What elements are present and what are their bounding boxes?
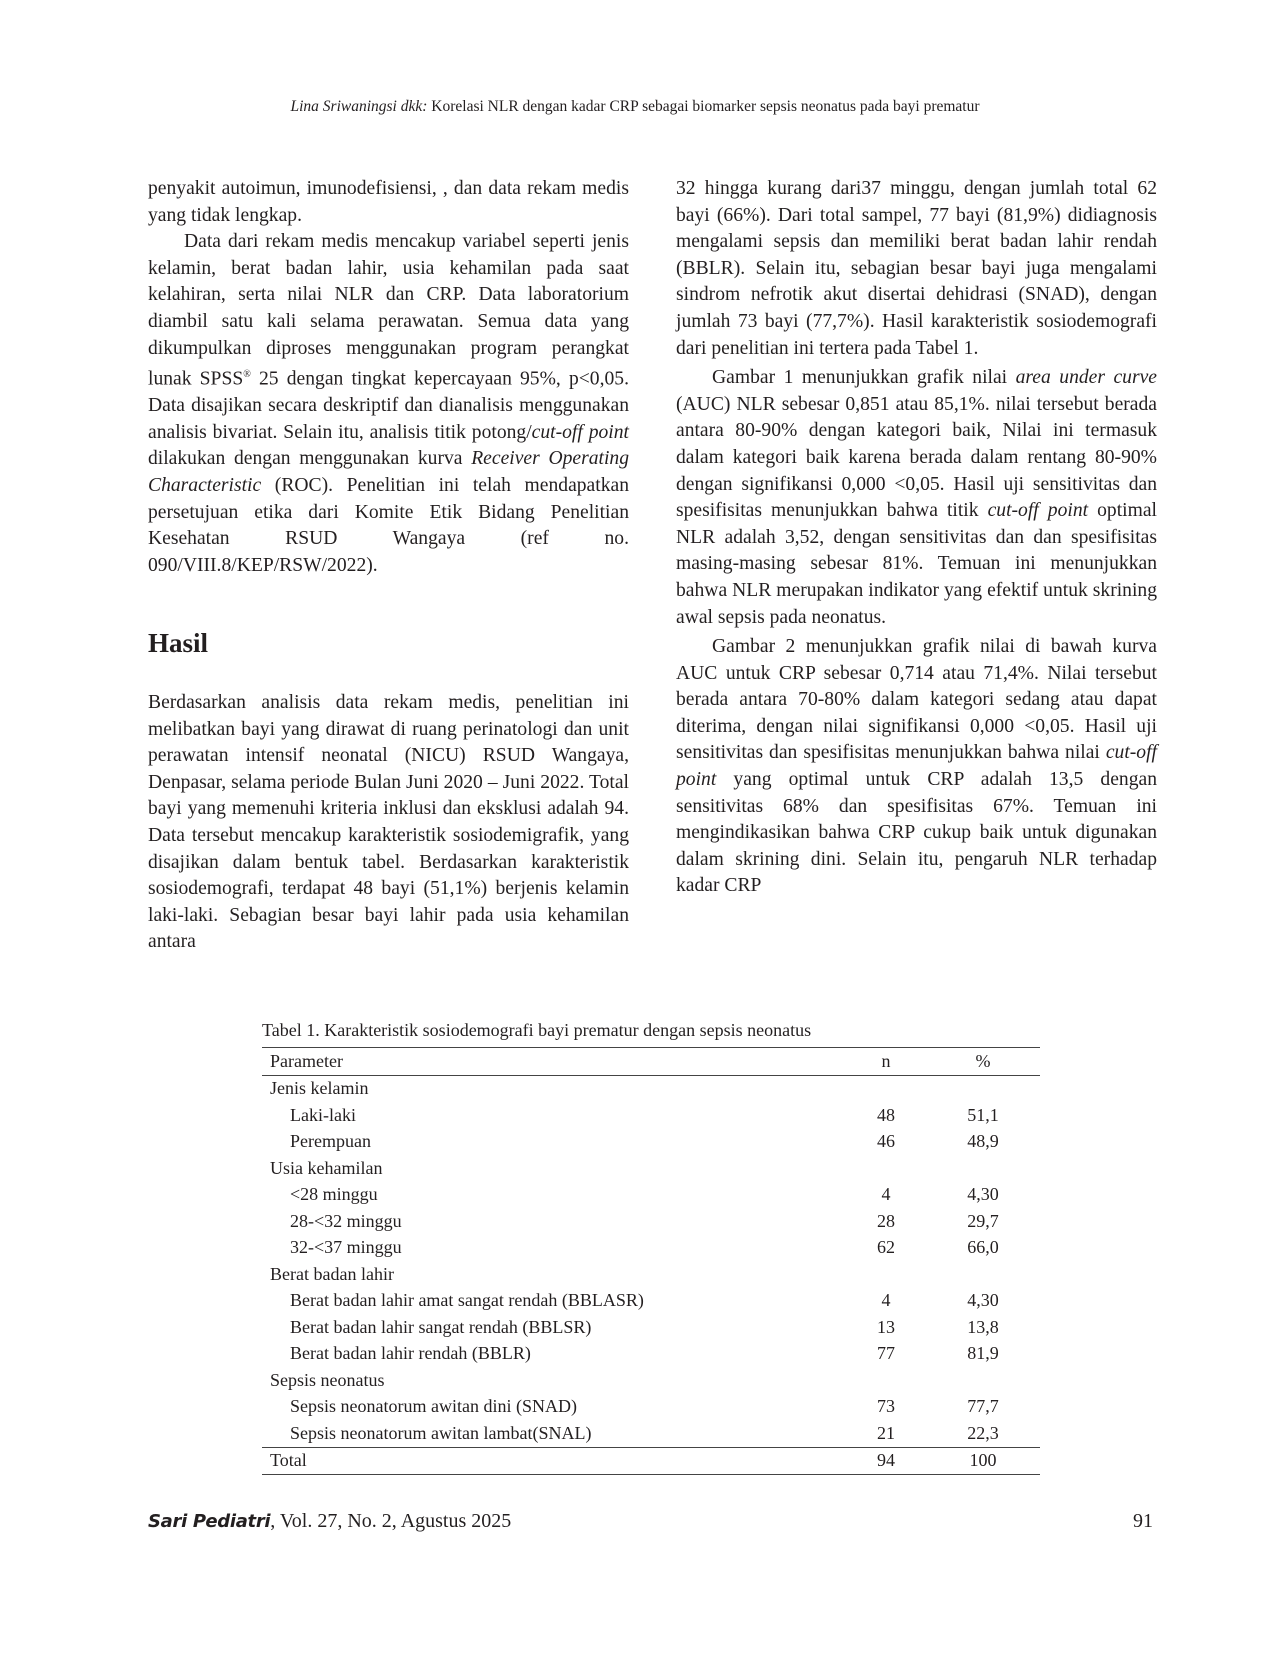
row-label: Jenis kelamin <box>270 1078 369 1099</box>
left-column-results <box>148 690 629 956</box>
row-label: Berat badan lahir amat sangat rendah (BBLASR) <box>290 1290 644 1311</box>
italic-term: cut-off point <box>531 421 629 443</box>
table-row <box>262 1420 1040 1447</box>
row-label: Sepsis neonatus <box>270 1369 385 1390</box>
row-label: 28-<32 minggu <box>290 1210 402 1231</box>
row-n <box>846 1367 926 1394</box>
row-percent: 13,8 <box>967 1316 999 1337</box>
italic-term: cut-off point <box>987 500 1089 522</box>
text-span: dilakukan dengan menggunakan kurva <box>148 448 472 470</box>
row-n <box>846 1261 926 1288</box>
left-paragraph-1: penyakit autoimun, imunodefisiensi, , dan data rekam medis yang tidak lengkap. <box>148 178 629 226</box>
row-label: Berat badan lahir sangat rendah (BBLSR) <box>290 1316 592 1337</box>
table-row <box>262 1208 1040 1235</box>
table-row <box>262 1129 1040 1156</box>
row-percent: 29,7 <box>967 1210 999 1231</box>
row-percent: 4,30 <box>967 1184 999 1205</box>
running-head-title: Korelasi NLR dengan kadar CRP sebagai biomarker sepsis neonatus pada bayi prematur <box>431 98 980 115</box>
row-label: Sepsis neonatorum awitan lambat(SNAL) <box>290 1422 592 1443</box>
row-percent <box>926 1261 1040 1288</box>
row-label: 32-<37 minggu <box>290 1237 402 1258</box>
text-span: 25 dengan tingkat kepercayaan 95%, p<0,05. Data disajikan secara deskriptif dan dianalisis menggunakan analisis bivariat. Selain itu, analisis titik potong/ <box>148 368 629 443</box>
running-head <box>0 98 1270 116</box>
italic-term: Receiver Operating Characteristic <box>148 448 629 497</box>
row-n: 48 <box>877 1104 895 1125</box>
row-percent <box>926 1367 1040 1394</box>
row-percent: 4,30 <box>967 1290 999 1311</box>
row-n <box>846 1075 926 1102</box>
row-percent: 22,3 <box>967 1422 999 1443</box>
row-percent <box>926 1155 1040 1182</box>
header-parameter: Parameter <box>270 1050 343 1071</box>
row-label: Perempuan <box>290 1131 371 1152</box>
text-span: Data dari rekam medis mencakup variabel seperti jenis kelamin, berat badan lahir, usia kehamilan pada saat kelahiran, serta nilai NLR dan CRP. Data laboratorium diambil satu kali selama perawatan. Semua data yang dikumpulkan diproses menggunakan program perangkat lunak SPSS <box>148 231 629 390</box>
right-column <box>676 176 1157 900</box>
row-label: Laki-laki <box>290 1104 356 1125</box>
row-n: 46 <box>877 1131 895 1152</box>
running-head-authors: Lina Sriwaningsi dkk: <box>290 98 428 115</box>
total-n: 94 <box>877 1450 895 1471</box>
table-row <box>262 1182 1040 1209</box>
row-percent: 77,7 <box>967 1396 999 1417</box>
row-n: 4 <box>881 1184 891 1205</box>
row-percent: 51,1 <box>967 1104 999 1125</box>
row-label: Berat badan lahir rendah (BBLR) <box>290 1343 531 1364</box>
row-n: 28 <box>877 1210 895 1231</box>
text-span: (AUC) NLR sebesar 0,851 atau 85,1%. nilai tersebut berada antara 80-90% dengan kategori baik, Nilai ini termasuk dalam kategori baik karena berada dalam rentang 80-90% dengan signifikansi 0,000 <0,05. Hasil uji sensitivitas dan spesifisitas menunjukkan bahwa titik <box>676 393 1157 522</box>
text-span: optimal NLR adalah 3,52, dengan sensitivitas dan dan spesifisitas masing-masing sebesar 81%. Temuan ini menunjukkan bahwa NLR merupakan indikator yang efektif untuk skrining awal sepsis pada neonatus. <box>676 500 1157 628</box>
text-span: yang optimal untuk CRP adalah 13,5 dengan sensitivitas 68% dan spesifisitas 67%. Temuan ini mengindikasikan bahwa CRP cukup baik untuk digunakan dalam skrining dini. Selain itu, pengaruh NLR terhadap kadar CRP <box>676 769 1157 897</box>
table-total-row <box>262 1447 1040 1475</box>
section-title-hasil: Hasil <box>148 628 209 658</box>
text-span: Gambar 2 menunjukkan grafik nilai di bawah kurva AUC untuk CRP sebesar 0,714 atau 71,4%. Nilai tersebut berada antara 70-80% dalam kategori sedang atau dapat diterima, dengan nilai signifikansi 0,000 <0,05. Hasil uji sensitivitas dan spesifisitas menunjukkan bahwa nilai <box>676 636 1157 764</box>
row-label: Usia kehamilan <box>270 1157 383 1178</box>
italic-term: cut-off point <box>676 742 1157 791</box>
row-n: 73 <box>877 1396 895 1417</box>
right-paragraph-1: 32 hingga kurang dari37 minggu, dengan jumlah total 62 bayi (66%). Dari total sampel, 77 bayi (81,9%) didiagnosis mengalami sepsis dan memiliki berat badan lahir rendah (BBLR). Selain itu, sebagian besar bayi juga mengalami sindrom nefrotik akut disertai dehidrasi (SNAD), dengan jumlah 73 bayi (77,7%). Hasil karakteristik sosiodemografi dari penelitian ini tertera pada Tabel 1. <box>676 178 1157 359</box>
table-row <box>262 1261 1040 1288</box>
row-n: 77 <box>877 1343 895 1364</box>
row-percent: 81,9 <box>967 1343 999 1364</box>
header-percent: % <box>975 1050 991 1071</box>
row-percent: 48,9 <box>967 1131 999 1152</box>
left-paragraph-3: Berdasarkan analisis data rekam medis, penelitian ini melibatkan bayi yang dirawat di ruang perinatologi dan unit perawatan intensif neonatal (NICU) RSUD Wangaya, Denpasar, selama periode Bulan Juni 2020 – Juni 2022. Total bayi yang memenuhi kriteria inklusi dan eksklusi adalah 94. Data tersebut mencakup karakteristik sosiodemigrafik, yang disajikan dalam bentuk tabel. Berdasarkan karakteristik sosiodemografi, terdapat 48 bayi (51,1%) berjenis kelamin laki-laki. Sebagian besar bayi lahir pada usia kehamilan antara <box>148 692 629 953</box>
table-row <box>262 1314 1040 1341</box>
table-row <box>262 1367 1040 1394</box>
table-row <box>262 1341 1040 1368</box>
row-percent: 66,0 <box>967 1237 999 1258</box>
left-paragraph-2 <box>148 229 629 579</box>
row-n: 13 <box>877 1316 895 1337</box>
page-footer <box>148 1510 1153 1533</box>
row-n: 21 <box>877 1422 895 1443</box>
right-paragraph-3 <box>676 634 1157 900</box>
table-row <box>262 1394 1040 1421</box>
table-header-row <box>262 1048 1040 1076</box>
row-n <box>846 1155 926 1182</box>
journal-issue: , Vol. 27, No. 2, Agustus 2025 <box>270 1510 512 1532</box>
table-row <box>262 1075 1040 1102</box>
row-percent <box>926 1075 1040 1102</box>
row-label: Berat badan lahir <box>270 1263 394 1284</box>
row-n: 62 <box>877 1237 895 1258</box>
row-label: Sepsis neonatorum awitan dini (SNAD) <box>290 1396 577 1417</box>
registered-mark: ® <box>243 369 251 381</box>
right-paragraph-2 <box>676 365 1157 631</box>
header-n: n <box>881 1050 891 1071</box>
table-caption: Tabel 1. Karakteristik sosiodemografi bayi prematur dengan sepsis neonatus <box>262 1020 812 1040</box>
journal-name: Sari Pediatri <box>148 1511 271 1532</box>
left-column <box>148 176 629 579</box>
total-percent: 100 <box>969 1450 997 1471</box>
italic-term: area under curve <box>1015 367 1157 389</box>
row-n: 4 <box>881 1290 891 1311</box>
text-span: Gambar 1 menunjukkan grafik nilai <box>712 367 1016 389</box>
table-1 <box>262 1020 1040 1475</box>
table-row <box>262 1102 1040 1129</box>
page-number: 91 <box>1133 1510 1153 1532</box>
row-label: <28 minggu <box>290 1184 378 1205</box>
total-label: Total <box>270 1450 307 1471</box>
characteristics-table <box>262 1047 1040 1475</box>
table-row <box>262 1235 1040 1262</box>
text-span: (ROC). Penelitian ini telah mendapatkan persetujuan etika dari Komite Etik Bidang Penelitian Kesehatan RSUD Wangaya (ref no. 090/VIII.8/KEP/RSW/2022). <box>148 475 629 576</box>
table-row <box>262 1155 1040 1182</box>
table-row <box>262 1288 1040 1315</box>
